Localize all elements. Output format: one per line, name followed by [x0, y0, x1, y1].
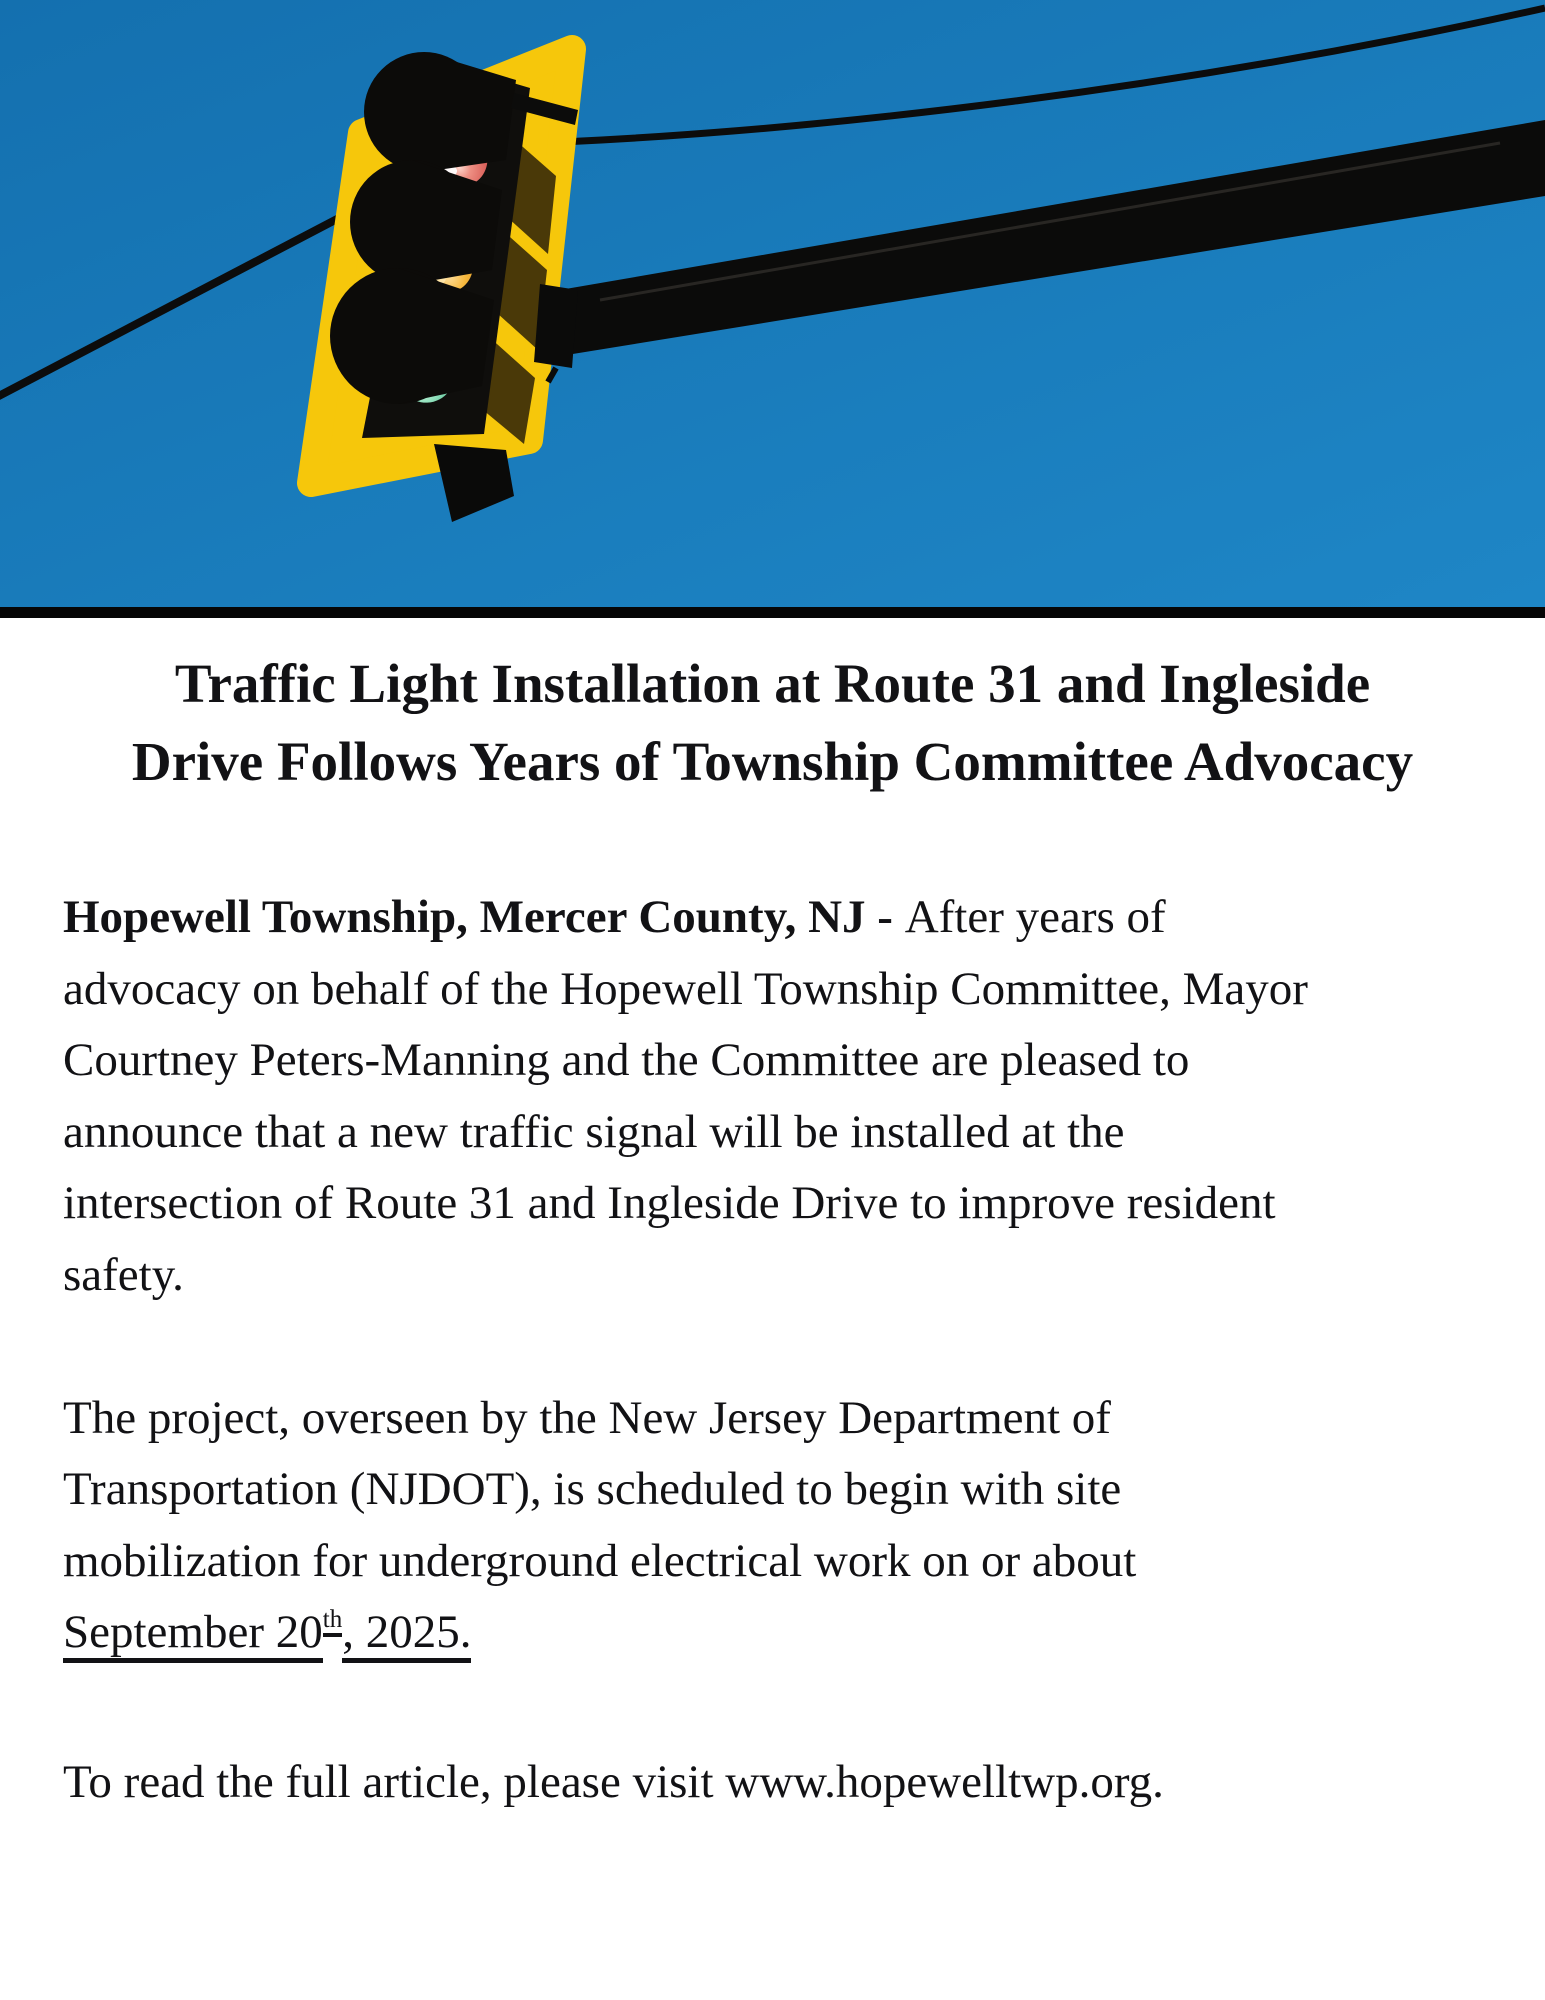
paragraph-read-more — [63, 1747, 1485, 1819]
project-start-date — [63, 1597, 1485, 1676]
body-line: intersection of Route 31 and Ingleside Drive to improve resident — [63, 1177, 1276, 1229]
article-body — [63, 882, 1485, 1819]
traffic-light-photo — [0, 0, 1545, 618]
date-year: , 2025. — [342, 1606, 471, 1663]
mounting-bracket — [534, 284, 578, 368]
body-line: advocacy on behalf of the Hopewell Township Committee, Mayor — [63, 962, 1308, 1015]
dateline-lead: Hopewell Township, Mercer County, NJ - — [63, 891, 905, 943]
paragraph-project-details — [63, 1383, 1485, 1676]
body-text: After years of — [904, 891, 1166, 943]
body-line: Courtney Peters-Manning and the Committee are pleased to — [63, 1034, 1190, 1086]
body-line: The project, overseen by the New Jersey Department of — [63, 1391, 1111, 1444]
date-ordinal-superscript: th — [323, 1606, 342, 1637]
body-line — [63, 882, 1485, 954]
date-main: September 20 — [63, 1606, 323, 1663]
headline-line-2: Drive Follows Years of Township Committee Advocacy — [131, 731, 1414, 792]
photo-bottom-border — [0, 607, 1545, 618]
body-line: mobilization for underground electrical work on or about — [63, 1534, 1137, 1587]
body-line: announce that a new traffic signal will be installed at the — [63, 1105, 1125, 1158]
page-title — [0, 645, 1545, 801]
body-line: safety. — [63, 1248, 184, 1301]
traffic-light-photo-svg — [0, 0, 1545, 618]
body-line: Transportation (NJDOT), is scheduled to begin with site — [63, 1463, 1122, 1515]
paragraph-announcement — [63, 882, 1485, 1311]
read-more-line: To read the full article, please visit www.hopewelltwp.org. — [63, 1756, 1164, 1808]
headline-line-1: Traffic Light Installation at Route 31 and Ingleside — [174, 653, 1371, 714]
